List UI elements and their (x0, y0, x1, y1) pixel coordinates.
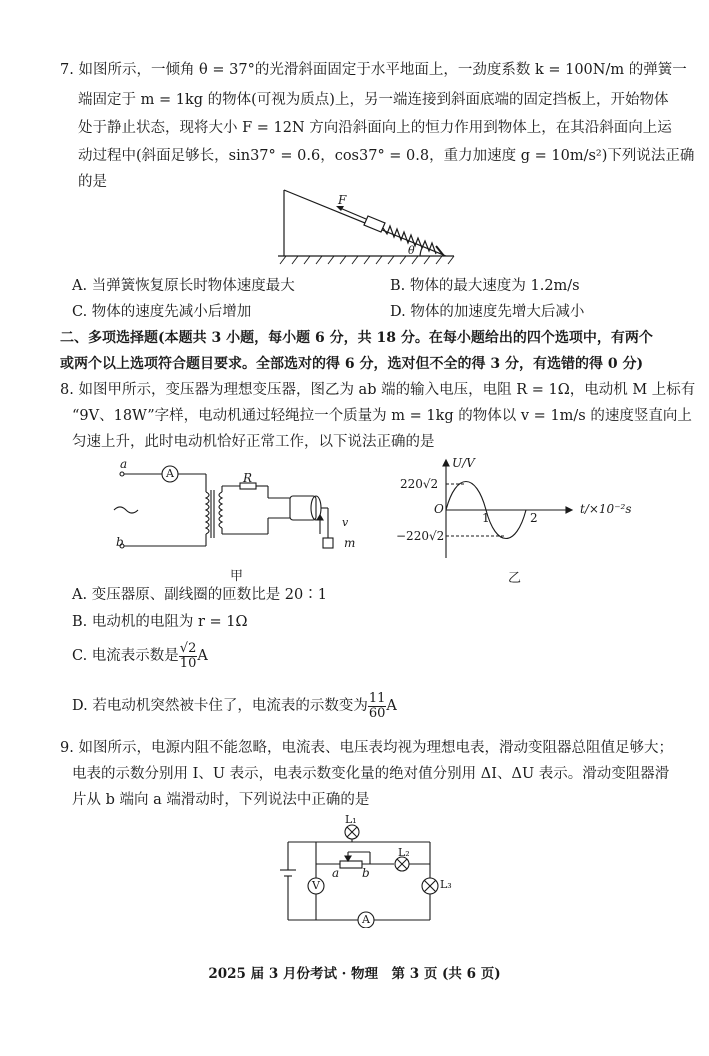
q8-option-c-fraction (179, 642, 198, 671)
waveform-x-axis-label: t/×10⁻²s (580, 502, 632, 516)
rheostat-a-label: a (332, 866, 340, 880)
transformer-circuit-figure (110, 462, 350, 562)
q8-option-c-numerator: √2 (179, 640, 197, 656)
figure-yi-caption: 乙 (508, 571, 522, 586)
q9-line-2: 电表的示数分别用 I、U 表示，电表示数变化量的绝对值分别用 ΔI、ΔU 表示。滑动变阻器滑 (72, 766, 670, 782)
lamp-l2-label: L₂ (398, 846, 410, 859)
lamp-l3-label: L₃ (440, 878, 452, 891)
waveform-origin-label: O (434, 502, 444, 516)
q8-option-d-text: D. 若电动机突然被卡住了，电流表的示数变为 (72, 698, 368, 714)
figure-jia-caption: 甲 (230, 569, 244, 584)
q7-line-2: 端固定于 m = 1kg 的物体(可视为质点)上，另一端连接到斜面底端的固定挡板上，开始物体 (78, 92, 669, 108)
q7-line-4: 动过程中(斜面足够长，sin37° = 0.6，cos37° = 0.8，重力加速度 g = 10m/s²)下列说法正确 (78, 148, 695, 164)
section2-header-line-2: 或两个以上选项符合题目要求。全部选对的得 6 分，选对但不全的得 3 分，有选错的得 0 分) (60, 356, 644, 372)
terminal-b-label: b (116, 535, 124, 549)
q8-line-2: “9V、18W”字样，电动机通过轻绳拉一个质量为 m = 1kg 的物体以 v = 1m/s 的速度竖直向上 (72, 408, 692, 424)
q8-option-c (72, 640, 208, 672)
q8-option-b: B. 电动机的电阻为 r = 1Ω (72, 614, 248, 630)
q8-option-c-text: C. 电流表示数是 (72, 648, 179, 664)
q7-option-b: B. 物体的最大速度为 1.2m/s (390, 278, 580, 294)
waveform-ymin-label: −220√2 (396, 529, 445, 543)
q7-option-c: C. 物体的速度先减小后增加 (72, 304, 252, 320)
voltage-waveform-figure (400, 458, 580, 568)
q8-line-1: 8. 如图甲所示，变压器为理想变压器，图乙为 ab 端的输入电压，电阻 R = 1Ω，电动机 M 上标有 (60, 382, 696, 398)
ammeter-a-label-q9: A (362, 913, 370, 926)
page-footer: 2025 届 3 月份考试 · 物理 第 3 页 (共 6 页) (208, 966, 501, 982)
q9-line-3: 片从 b 端向 a 端滑动时，下列说法中正确的是 (72, 792, 370, 808)
q9-line-1: 9. 如图所示，电源内阻不能忽略，电流表、电压表均视为理想电表，滑动变阻器总阻值足够大； (60, 740, 673, 756)
q8-option-d (72, 690, 397, 722)
velocity-v-label: v (342, 516, 349, 529)
lamp-l1-label: L₁ (345, 813, 357, 826)
incline-spring-figure (278, 188, 458, 268)
voltmeter-v-label: V (312, 879, 320, 892)
mass-m-label: m (344, 536, 356, 550)
q8-option-d-denominator: 60 (368, 705, 386, 721)
rheostat-b-label: b (362, 866, 370, 880)
q8-option-d-unit: A (386, 698, 397, 714)
q8-option-c-denominator: 10 (179, 655, 197, 671)
q7-option-d: D. 物体的加速度先增大后减小 (390, 304, 585, 320)
resistor-r-label: R (243, 471, 253, 485)
section2-header-line-1: 二、多项选择题(本题共 3 小题，每小题 6 分，共 18 分。在每小题给出的四个选项中，有两个 (60, 330, 653, 346)
q7-option-a: A. 当弹簧恢复原长时物体速度最大 (72, 278, 295, 294)
angle-label: θ (408, 244, 415, 257)
force-label: F (338, 193, 347, 207)
q7-line-3: 处于静止状态，现将大小 F = 12N 方向沿斜面向上的恒力作用到物体上，在其沿斜面向上运 (78, 120, 672, 136)
q8-option-c-unit: A (197, 648, 208, 664)
q8-option-a: A. 变压器原、副线圈的匝数比是 20∶1 (72, 587, 327, 603)
waveform-y-axis-label: U/V (452, 456, 475, 470)
terminal-a-label: a (120, 457, 128, 471)
q8-option-d-fraction (368, 692, 387, 721)
waveform-tick-2: 2 (530, 511, 538, 525)
q8-line-3: 匀速上升，此时电动机恰好正常工作，以下说法正确的是 (72, 434, 435, 450)
waveform-tick-1: 1 (482, 511, 490, 525)
q8-option-d-numerator: 11 (368, 690, 386, 706)
q7-line-1: 7. 如图所示，一倾角 θ = 37°的光滑斜面固定于水平地面上，一劲度系数 k = 100N/m 的弹簧一 (60, 62, 687, 78)
waveform-ymax-label: 220√2 (400, 477, 439, 491)
ammeter-a-label: A (166, 467, 174, 480)
q7-line-5: 的是 (78, 174, 107, 190)
